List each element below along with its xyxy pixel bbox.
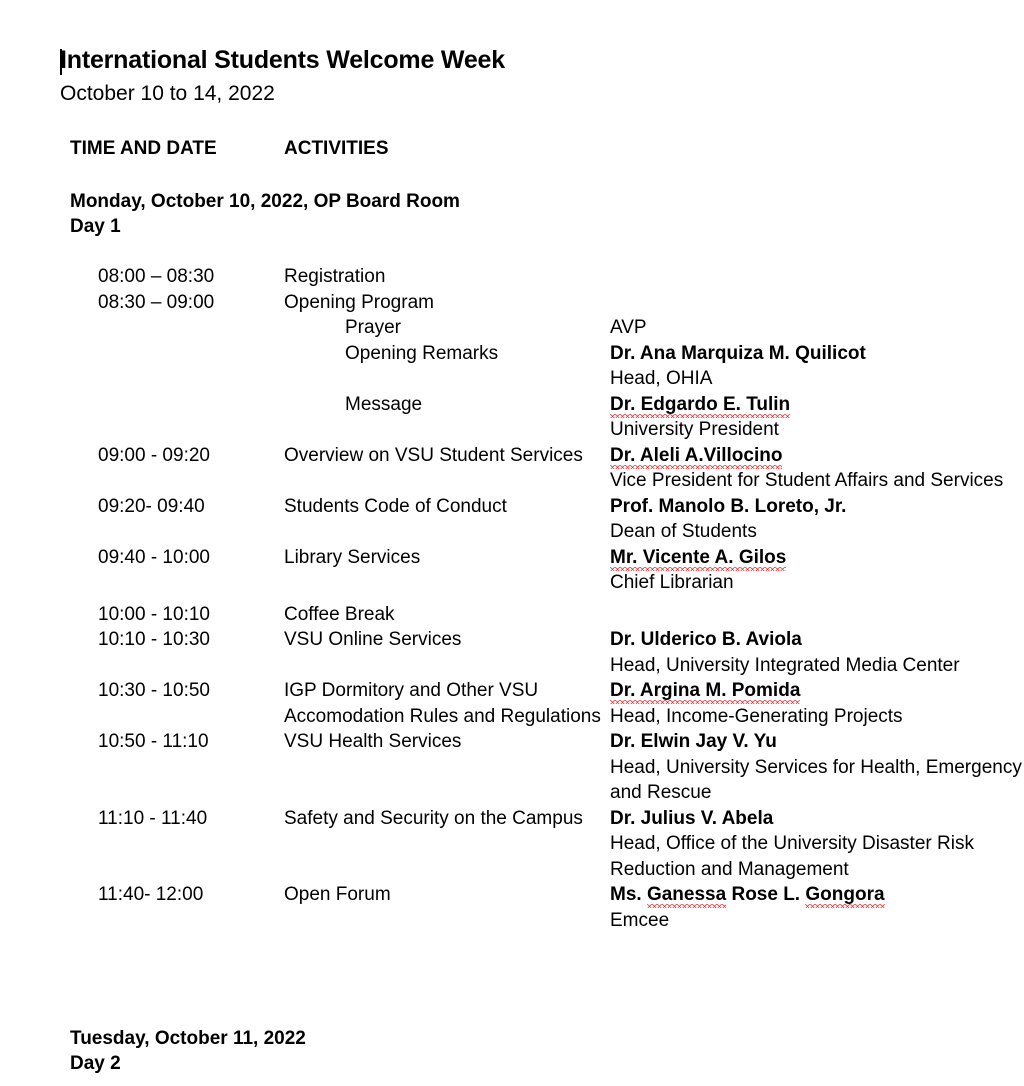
row-activity: VSU Online Services (284, 629, 462, 650)
row-time: 10:10 - 10:30 (98, 629, 210, 650)
row-person-role: Head, University Integrated Media Center (610, 654, 960, 676)
table-row (98, 545, 1024, 596)
row-person-name: Dr. Julius V. Abela (610, 807, 774, 829)
row-person (610, 494, 1024, 545)
row-activity: Opening Remarks (345, 342, 499, 364)
row-time: 11:40- 12:00 (98, 884, 204, 905)
row-person-name: Dr. Ana Marquiza M. Quilicot (610, 342, 866, 364)
table-row (98, 602, 1024, 628)
table-row (98, 494, 1024, 545)
table-row (98, 341, 1024, 392)
row-activity: Library Services (284, 546, 421, 568)
row-activity: Prayer (345, 317, 401, 338)
row-time: 09:00 - 09:20 (98, 444, 210, 466)
row-person-role: Dean of Students (610, 521, 757, 542)
row-activity: IGP Dormitory and Other VSU Accomodation Rules and Regulations (284, 680, 601, 727)
row-person-role: Chief Librarian (610, 572, 734, 593)
page-subtitle: October 10 to 14, 2022 (60, 82, 275, 105)
row-person-name: Dr. Argina M. Pomida (610, 678, 1024, 704)
row-person-name: Dr. Elwin Jay V. Yu (610, 731, 777, 752)
day1-heading-date: Monday, October 10, 2022, OP Board Room (70, 191, 460, 212)
row-person (610, 806, 1024, 883)
row-activity: Students Code of Conduct (284, 495, 507, 517)
table-row (98, 627, 1024, 678)
table-row (98, 882, 1024, 933)
row-time: 10:30 - 10:50 (98, 680, 210, 701)
row-person-name: Prof. Manolo B. Loreto, Jr. (610, 495, 847, 517)
table-row (98, 315, 1024, 341)
day1-heading (70, 189, 460, 239)
row-person-role: Emcee (610, 909, 670, 931)
row-person-name: Ms. Ganessa Rose L. Gongora (610, 882, 1024, 908)
row-person (610, 341, 1024, 392)
table-row (98, 443, 1024, 494)
column-headers (70, 138, 389, 160)
row-person-role: Vice President for Student Affairs and Services (610, 470, 1004, 491)
row-person-name: Dr. Aleli A.Villocino (610, 443, 1024, 469)
row-activity: Registration (284, 266, 386, 287)
row-person-role: Head, Office of the University Disaster Risk Reduction and Management (610, 833, 974, 880)
column-header-activities: ACTIVITIES (284, 138, 389, 159)
row-time: 08:00 – 08:30 (98, 266, 215, 287)
table-row (98, 290, 1024, 316)
row-person (610, 678, 1024, 729)
row-person (610, 627, 1024, 678)
row-time: 08:30 – 09:00 (98, 291, 215, 313)
row-person-name: Dr. Ulderico B. Aviola (610, 629, 802, 650)
row-time: 10:50 - 11:10 (98, 731, 209, 752)
table-row (98, 264, 1024, 290)
day2-heading-label: Day 2 (70, 1053, 121, 1074)
row-person-role: Head, University Services for Health, Emergency and Rescue (610, 756, 1022, 803)
table-row (98, 729, 1024, 806)
row-person-name: Mr. Vicente A. Gilos (610, 545, 1024, 571)
row-person-name-text: Ulderico B. Aviola (640, 629, 802, 650)
row-activity: Opening Program (284, 291, 434, 313)
row-person-name: Dr. Edgardo E. Tulin (610, 392, 1024, 418)
day2-heading-date: Tuesday, October 11, 2022 (70, 1028, 306, 1049)
row-person-role: Head, Income-Generating Projects (610, 705, 903, 727)
day1-heading-label: Day 1 (70, 216, 121, 237)
table-row (98, 678, 1024, 729)
table-row (98, 806, 1024, 883)
row-person (610, 315, 1024, 341)
row-person (610, 545, 1024, 596)
row-activity: Overview on VSU Student Services (284, 444, 583, 466)
row-activity: Safety and Security on the Campus (284, 807, 583, 829)
column-header-time: TIME AND DATE (70, 138, 217, 159)
row-person (610, 443, 1024, 494)
row-person (610, 729, 1024, 806)
row-activity: VSU Health Services (284, 731, 462, 752)
row-person (610, 882, 1024, 933)
row-activity: Message (345, 393, 423, 415)
row-time: 10:00 - 10:10 (98, 603, 210, 625)
table-row (98, 392, 1024, 443)
schedule-table (98, 264, 1024, 933)
page-title: International Students Welcome Week (60, 46, 505, 74)
row-time: 11:10 - 11:40 (98, 807, 208, 829)
row-time: 09:20- 09:40 (98, 495, 205, 517)
day2-heading (70, 1026, 306, 1076)
row-person-role: AVP (610, 317, 647, 338)
row-time: 09:40 - 10:00 (98, 546, 210, 568)
row-person-role: Head, OHIA (610, 368, 713, 389)
row-activity: Open Forum (284, 884, 391, 905)
row-person (610, 392, 1024, 443)
row-person-role: University President (610, 419, 779, 440)
row-activity: Coffee Break (284, 603, 395, 625)
